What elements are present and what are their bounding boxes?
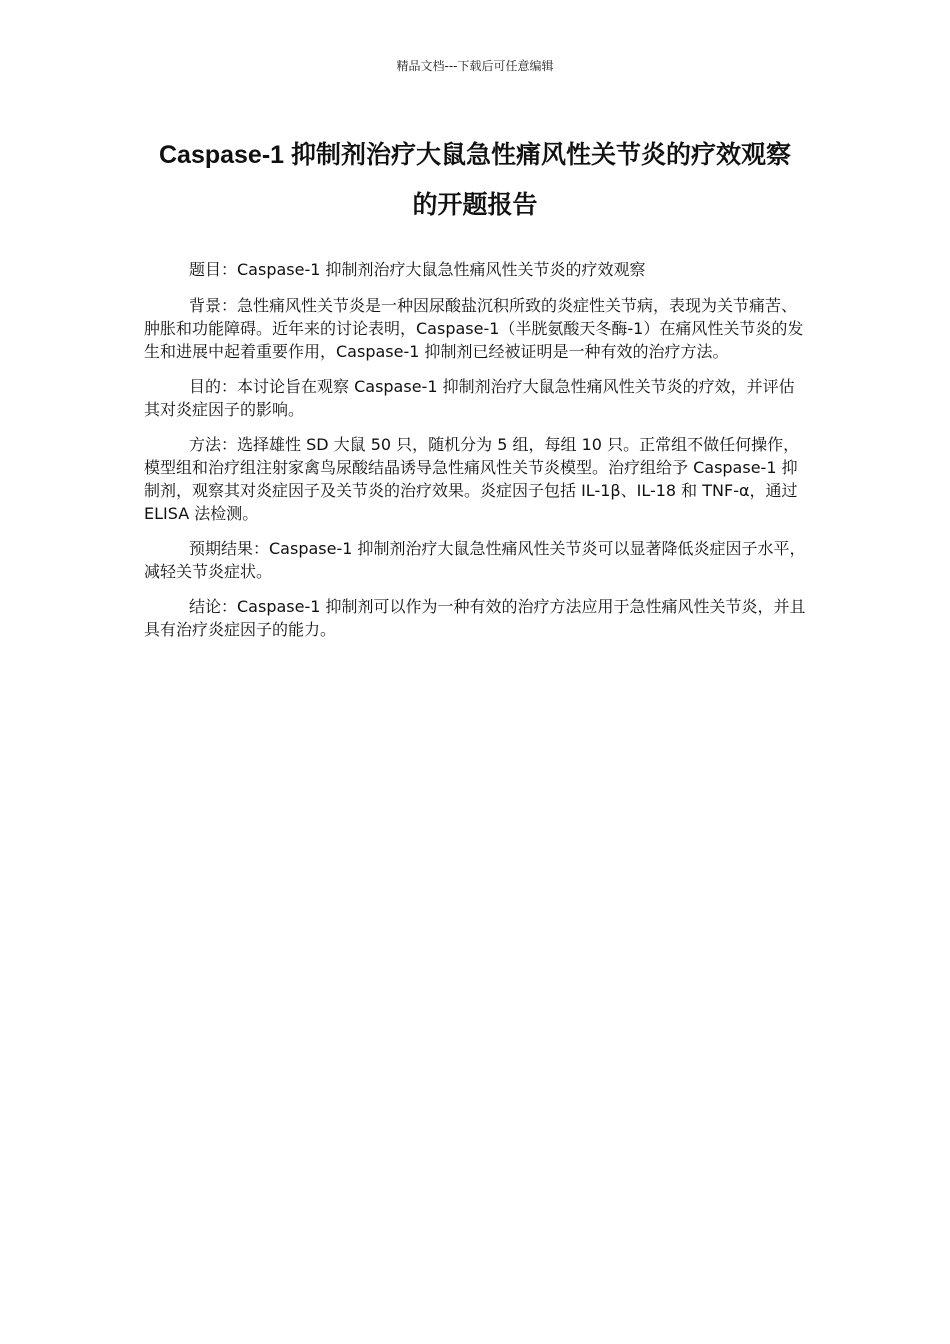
title-line-2: 的开题报告 (412, 191, 538, 219)
document-title (120, 130, 830, 230)
header-note: 精品文档---下载后可任意编辑 (396, 59, 554, 73)
topic-paragraph: 题目：Caspase-1 抑制剂治疗大鼠急性痛风性关节炎的疗效观察 (189, 260, 646, 279)
title-line-1: Caspase-1 抑制剂治疗大鼠急性痛风性关节炎的疗效观察 (158, 141, 792, 169)
background-paragraph: 背景：急性痛风性关节炎是一种因尿酸盐沉积所致的炎症性关节病，表现为关节痛苦、肿胀和功能障碍。近年来的讨论表明，Caspase-1（半胱氨酸天冬酶-1）在痛风性关节炎的发生和进展中起着重要作用，Caspase-1 抑制剂已经被证明是一种有效的治疗方法。 (144, 296, 804, 361)
expected-results-paragraph: 预期结果：Caspase-1 抑制剂治疗大鼠急性痛风性关节炎可以显著降低炎症因子水平，减轻关节炎症状。 (144, 539, 806, 581)
purpose-paragraph: 目的：本讨论旨在观察 Caspase-1 抑制剂治疗大鼠急性痛风性关节炎的疗效，并评估其对炎症因子的影响。 (144, 377, 795, 419)
method-paragraph: 方法：选择雄性 SD 大鼠 50 只，随机分为 5 组，每组 10 只。正常组不做任何操作，模型组和治疗组注射家禽鸟尿酸结晶诱导急性痛风性关节炎模型。治疗组给予 Caspase-1 抑制剂，观察其对炎症因子及关节炎的治疗效果。炎症因子包括 IL-1β、IL-18 和 TNF-α，通过 ELISA 法检测。 (144, 435, 800, 523)
conclusion-paragraph: 结论：Caspase-1 抑制剂可以作为一种有效的治疗方法应用于急性痛风性关节炎，并且具有治疗炎症因子的能力。 (144, 597, 806, 639)
document-body (144, 258, 808, 653)
